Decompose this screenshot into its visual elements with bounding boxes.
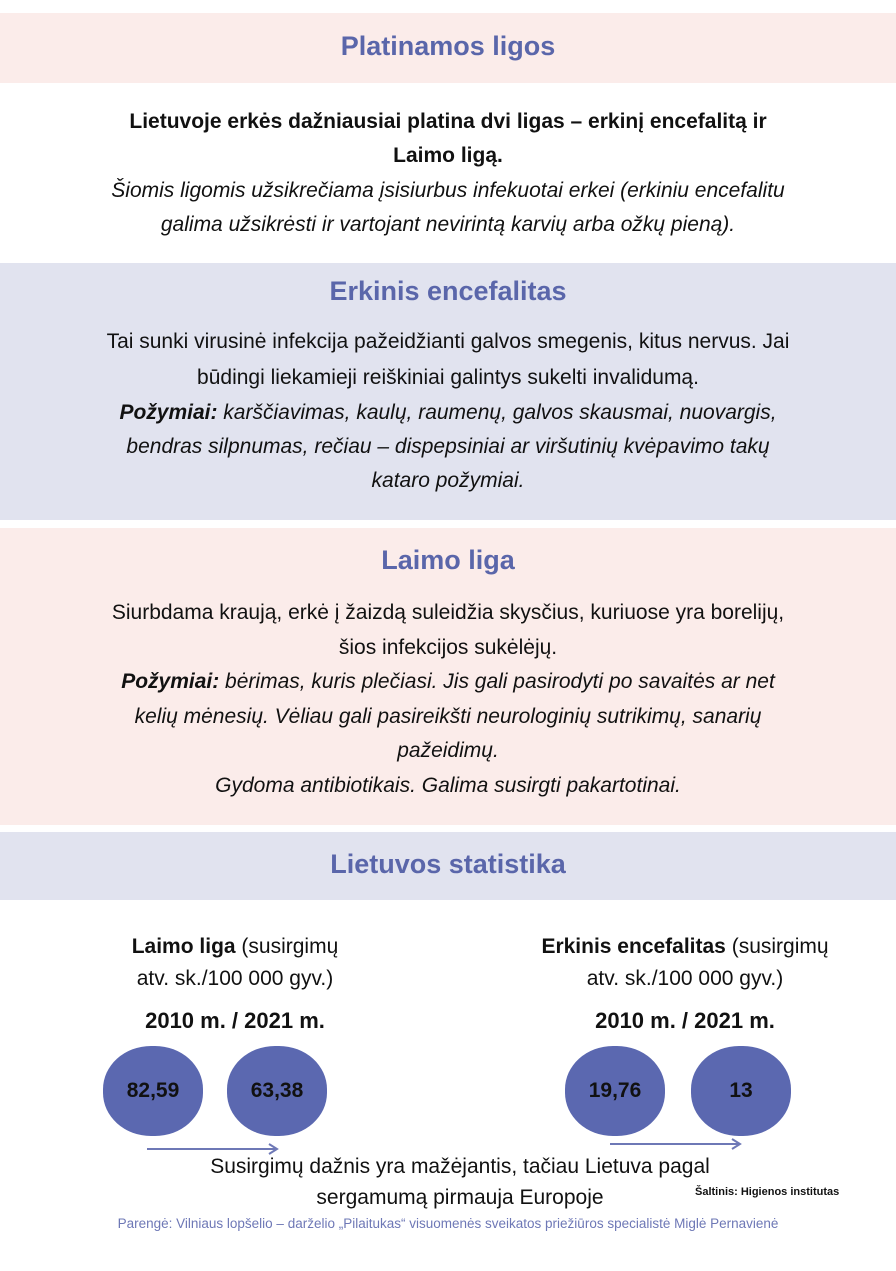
tbe-stats-unit: atv. sk./100 000 gyv.) [586, 967, 784, 990]
intro-italic-line1: Šiomis ligomis užsikrečiama įsisiurbus infekuotai erkei (erkiniu encefalitu [111, 179, 785, 202]
intro-italic-line2: galima užsikrėsti ir vartojant nevirintą karvių arba ožkų pieną). [160, 213, 736, 236]
lyme-symptoms-line1 [20, 665, 876, 698]
tbe-stats-title-bold: Erkinis encefalitas [541, 935, 726, 958]
tbe-stats-title [500, 930, 870, 963]
tbe-value-2010-circle: 19,76 [565, 1046, 665, 1136]
lyme-stats-years: 2010 m. / 2021 m. [145, 1008, 325, 1033]
source-label: Šaltinis: Higienos institutas [695, 1186, 840, 1198]
tbe-text-line2: būdingi liekamieji reiškiniai galintys sukelti invalidumą. [197, 366, 699, 389]
lyme-symptoms-line3: pažeidimų. [397, 739, 499, 762]
tbe-symptoms-text1: karščiavimas, kaulų, raumenų, galvos skausmai, nuovargis, [217, 401, 777, 424]
intro-bold-line2: Laimo ligą. [393, 144, 503, 167]
footer-prepared-by: Parengė: Vilniaus lopšelio – darželio „Pilaitukas“ visuomenės sveikatos priežiūros specialistė Miglė Pernavienė [117, 1216, 779, 1231]
lyme-stats-title-rest: (susirgimų [235, 935, 339, 958]
tbe-text-line1: Tai sunki virusinė infekcija pažeidžianti galvos smegenis, kitus nervus. Jai [106, 330, 790, 353]
lyme-stats-title [90, 930, 380, 963]
intro-bold-line1: Lietuvoje erkės dažniausiai platina dvi ligas – erkinį encefalitą ir [129, 110, 767, 133]
tbe-symptoms-line2: bendras silpnumas, rečiau – dispepsiniai ar viršutinių kvėpavimo takų [126, 435, 770, 458]
lyme-text-line1: Siurbdama kraują, erkė į žaizdą suleidžia skysčius, kuriuose yra borelijų, [111, 601, 785, 624]
lyme-symptoms-line2: kelių mėnesių. Vėliau gali pasireikšti neurologinių sutrikimų, sanarių [134, 705, 762, 728]
tbe-symptoms-label: Požymiai: [119, 401, 218, 424]
tbe-symptoms-line3: kataro požymiai. [371, 469, 525, 492]
lyme-symptoms-label: Požymiai: [121, 670, 220, 693]
lyme-treatment: Gydoma antibiotikais. Galima susirgti pakartotinai. [215, 774, 681, 797]
tbe-stats-years: 2010 m. / 2021 m. [595, 1008, 775, 1033]
conclusion-line2: sergamumą pirmauja Europoje [316, 1186, 604, 1209]
lyme-value-2010-circle: 82,59 [103, 1046, 203, 1136]
lyme-text-line2: šios infekcijos sukėlėjų. [338, 636, 558, 659]
tbe-trend-arrow-icon [608, 1137, 748, 1151]
tbe-stats-title-rest: (susirgimų [725, 935, 829, 958]
tbe-value-2021-circle: 13 [691, 1046, 791, 1136]
lyme-value-2021-circle: 63,38 [227, 1046, 327, 1136]
lyme-symptoms-text1: bėrimas, kuris plečiasi. Jis gali pasirodyti po savaitės ar net [219, 670, 775, 693]
lyme-stats-unit: atv. sk./100 000 gyv.) [136, 967, 334, 990]
heading-lietuvos-statistika: Lietuvos statistika [330, 849, 566, 879]
heading-erkinis-encefalitas: Erkinis encefalitas [329, 276, 567, 306]
heading-platinamos-ligos: Platinamos ligos [340, 31, 556, 61]
heading-laimo-liga: Laimo liga [381, 545, 515, 575]
conclusion-line1: Susirgimų dažnis yra mažėjantis, tačiau Lietuva pagal [210, 1155, 710, 1178]
tbe-symptoms-line1 [20, 396, 876, 429]
lyme-stats-title-bold: Laimo liga [131, 935, 236, 958]
